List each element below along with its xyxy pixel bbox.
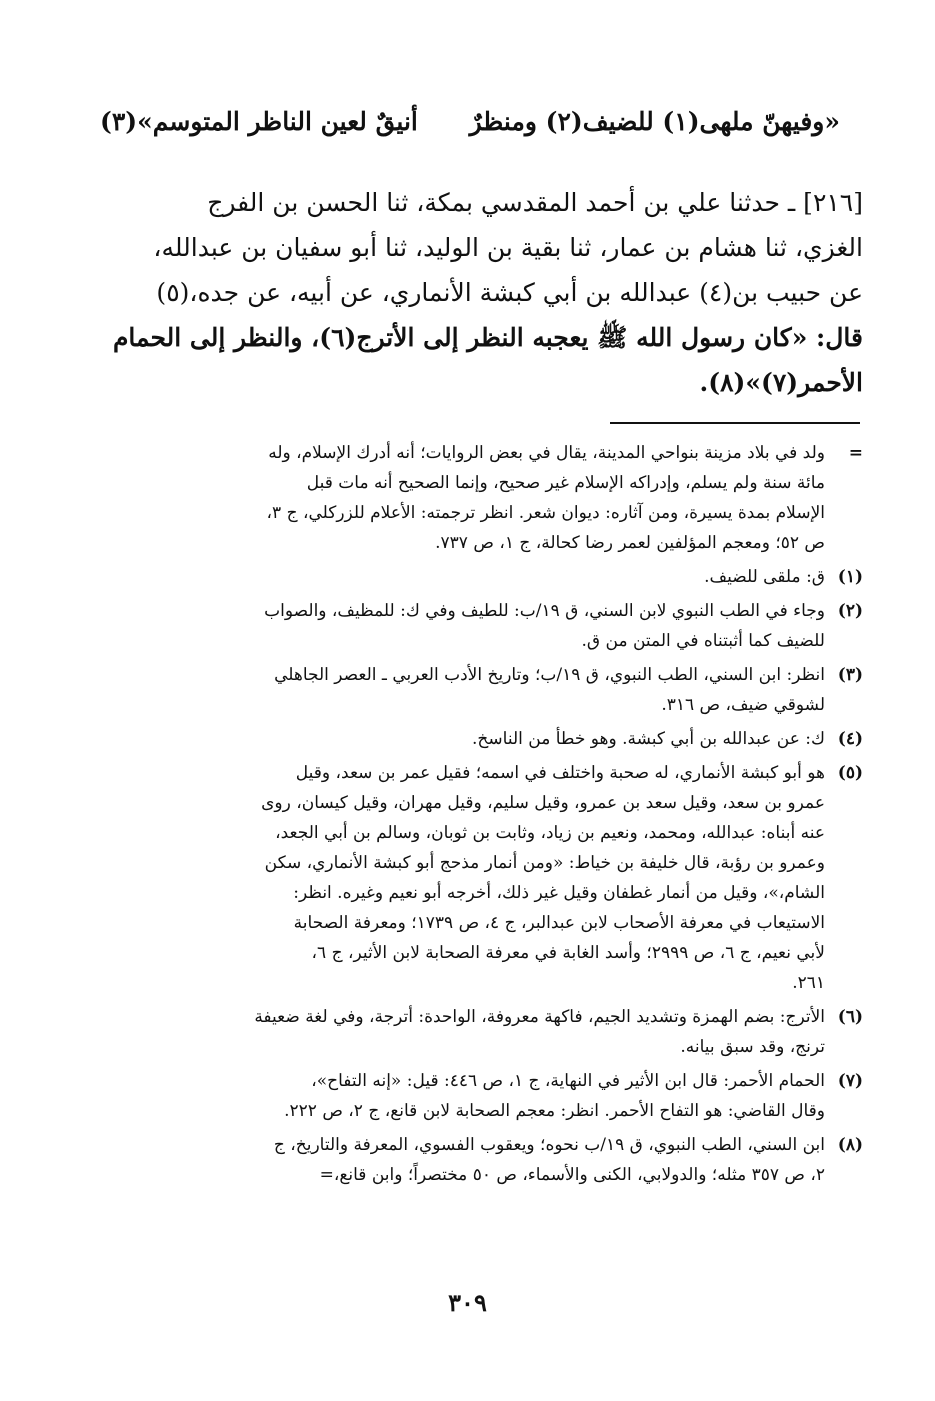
footnote-4 (105, 724, 863, 754)
hadith-quote-line: الأحمر(٧)»(٨). (699, 368, 863, 397)
hadith-quote-line: قال: «كان رسول الله ﷺ يعجبه النظر إلى الأترج(٦)، والنظر إلى الحمام (112, 323, 863, 352)
footnote-number: (٥) (837, 763, 863, 783)
poem-right-hemistich: «وفيهنّ ملهى(١) للضيف(٢) ومنظرٌ (469, 107, 840, 136)
footnote-1 (105, 562, 863, 592)
poem-verse (100, 100, 840, 144)
page-number: ٣٠٩ (448, 1288, 487, 1317)
footnote-3 (105, 660, 863, 720)
footnote-line: وعمرو بن رؤبة، قال خليفة بن خياط: «ومن أنمار مذحج أبو كبشة الأنماري، سكن (264, 853, 825, 873)
footnote-line: ابن السني، الطب النبوي، ق ١٩/ب نحوه؛ ويعقوب الفسوي، المعرفة والتاريخ، ج (273, 1135, 825, 1155)
footnote-number: (٦) (837, 1007, 863, 1027)
footnote-6 (105, 1002, 863, 1062)
footnote-line: ك: عن عبدالله بن أبي كبشة. وهو خطأ من الناسخ. (472, 729, 825, 749)
footnote-number: (٧) (837, 1071, 863, 1091)
footnote-line: مائة سنة ولم يسلم، وإدراكه الإسلام غير صحيح، وإنما الصحيح أنه مات قبل (306, 473, 825, 493)
hadith-line: الغزي، ثنا هشام بن عمار، ثنا بقية بن الوليد، ثنا أبو سفيان بن عبدالله، (153, 233, 863, 262)
footnote-number: (٤) (837, 729, 863, 749)
footnote-number: (١) (837, 567, 863, 587)
footnote-line: الحمام الأحمر: قال ابن الأثير في النهاية، ج ١، ص ٤٤٦: قيل: «إنه التفاح»، (311, 1071, 825, 1091)
hadith-text (105, 180, 863, 405)
footnote-line: وجاء في الطب النبوي لابن السني، ق ١٩/ب: للطيف وفي ك: للمظيف، والصواب (264, 601, 825, 621)
footnote-line: الإسلام بمدة يسيرة، ومن آثاره: ديوان شعر. انظر ترجمته: الأعلام للزركلي، ج ٣، (266, 503, 825, 523)
footnote-line: لشوقي ضيف، ص ٣١٦. (661, 695, 825, 715)
footnote-line: وقال القاضي: هو التفاح الأحمر. انظر: معجم الصحابة لابن قانع، ج ٢، ص ٢٢٢. (284, 1101, 825, 1121)
footnote-separator (610, 422, 860, 424)
footnote-line: ٢، ص ٣٥٧ مثله؛ والدولابي، الكنى والأسماء، ص ٥٠ مختصراً؛ وابن قانع،= (319, 1165, 825, 1185)
footnote-line: الأترج: بضم الهمزة وتشديد الجيم، فاكهة معروفة، الواحدة: أترجة، وفي لغة ضعيفة (254, 1007, 825, 1027)
footnote-7 (105, 1066, 863, 1126)
hadith-line: [٢١٦] ـ حدثنا علي بن أحمد المقدسي بمكة، ثنا الحسن بن الفرج (207, 188, 863, 217)
hadith-line: عن حبيب بن(٤) عبدالله بن أبي كبشة الأنماري، عن أبيه، عن جده،(٥) (156, 278, 863, 307)
footnote-line: هو أبو كبشة الأنماري، له صحبة واختلف في اسمه؛ فقيل عمر بن سعد، وقيل (295, 763, 825, 783)
footnote-8 (105, 1130, 863, 1190)
footnote-line: لأبي نعيم، ج ٦، ص ٢٩٩٩؛ وأسد الغابة في معرفة الصحابة لابن الأثير، ج ٦، (311, 943, 825, 963)
footnote-line: ترنج، وقد سبق بيانه. (680, 1037, 825, 1057)
footnote-continuation (105, 438, 863, 558)
footnote-number: (٢) (837, 601, 863, 621)
footnote-line: انظر: ابن السني، الطب النبوي، ق ١٩/ب؛ وتاريخ الأدب العربي ـ العصر الجاهلي (274, 665, 825, 685)
footnote-5 (105, 758, 863, 998)
footnotes (105, 438, 863, 1194)
footnote-line: عمرو بن سعد، وقيل سعد بن عمرو، وقيل سليم، وقيل مهران، وقيل كيسان، روى (261, 793, 825, 813)
footnote-line: الشام،»، وقيل من أنمار غطفان وقيل غير ذلك، أخرجه أبو نعيم وغيره. انظر: (293, 883, 825, 903)
footnote-2 (105, 596, 863, 656)
footnote-marker: = (848, 443, 863, 463)
footnote-line: عنه أبناه: عبدالله، ومحمد، ونعيم بن زياد، وثابت بن ثوبان، وسالم بن أبي الجعد، (275, 823, 825, 843)
footnote-line: ص ٥٢؛ ومعجم المؤلفين لعمر رضا كحالة، ج ١، ص ٧٣٧. (435, 533, 825, 553)
footnote-number: (٣) (837, 665, 863, 685)
footnote-line: الاستيعاب في معرفة الأصحاب لابن عبدالبر، ج ٤، ص ١٧٣٩؛ ومعرفة الصحابة (293, 913, 825, 933)
footnote-line: للضيف كما أثبتناه في المتن من ق. (581, 631, 825, 651)
footnote-line: ق: ملقى للضيف. (704, 567, 825, 587)
footnote-number: (٨) (837, 1135, 863, 1155)
footnote-line: ٢٦١. (792, 973, 825, 993)
poem-left-hemistich: أنيقٌ لعين الناظر المتوسم»(٣) (100, 107, 418, 136)
footnote-line: ولد في بلاد مزينة بنواحي المدينة، يقال في بعض الروايات؛ أنه أدرك الإسلام، وله (268, 443, 825, 463)
